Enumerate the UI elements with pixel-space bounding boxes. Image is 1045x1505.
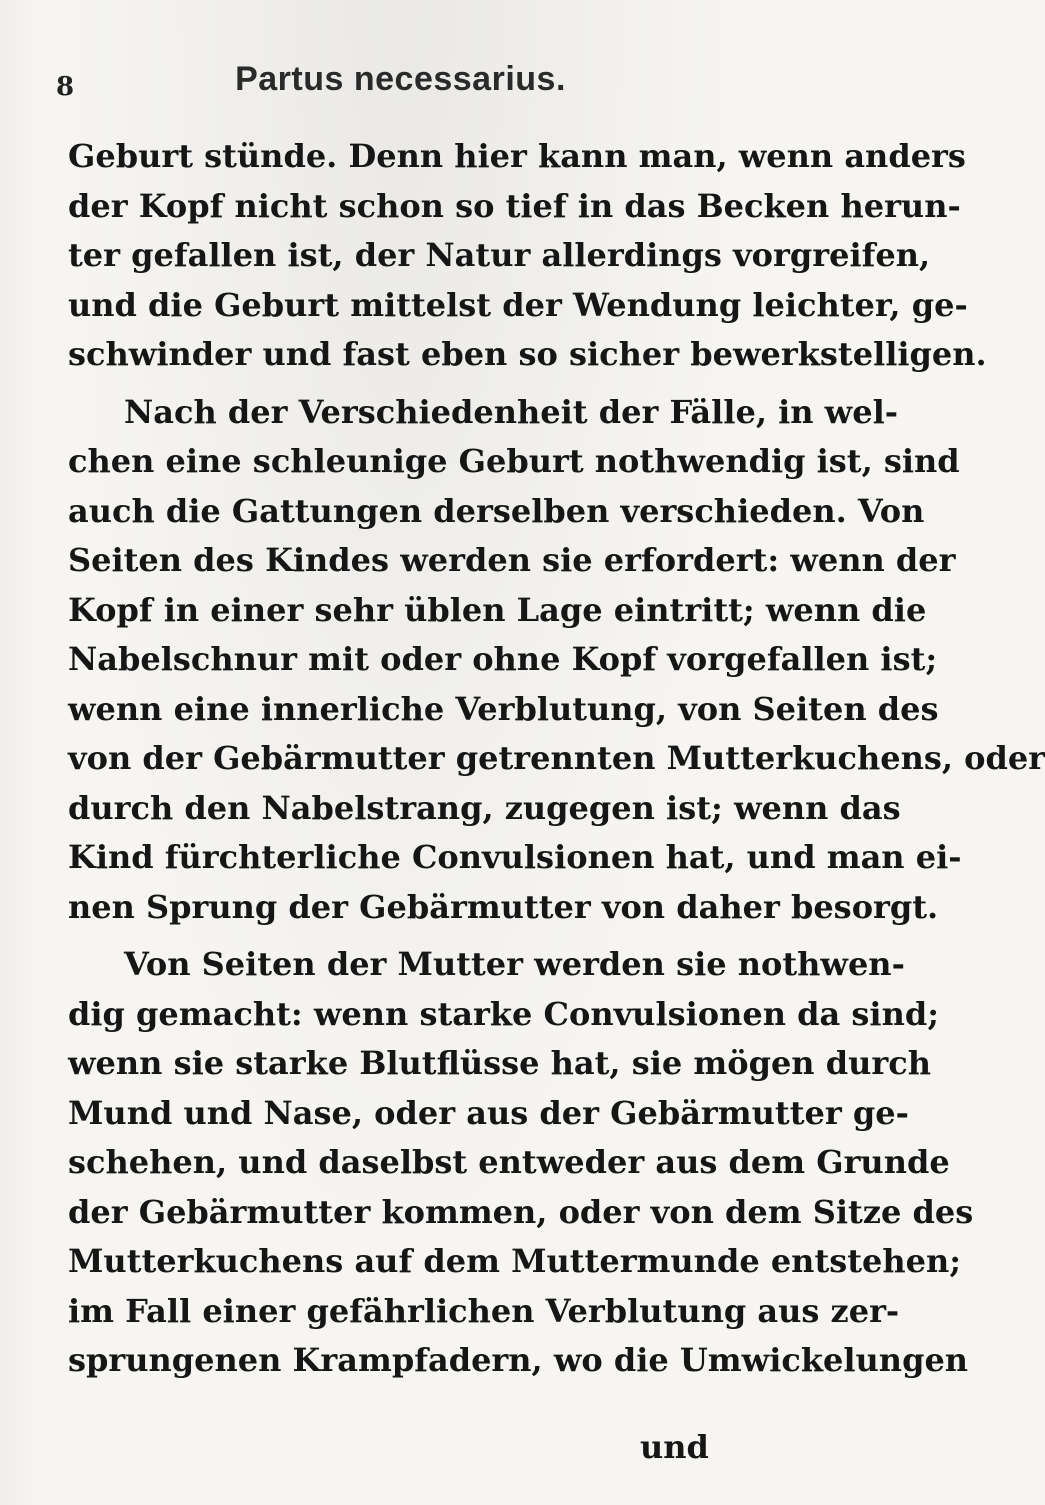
paragraph-gap	[68, 932, 768, 940]
text-line: wenn sie starke Blutflüsse hat, sie mögen durch	[68, 1044, 931, 1082]
text-line: und die Geburt mittelst der Wendung leichter, ge-	[68, 285, 968, 324]
body-text	[68, 132, 1045, 1386]
text-line: im Fall einer gefährlichen Verblutung aus zer-	[68, 1291, 900, 1330]
text-line: schehen, und daselbst entweder aus dem Grunde	[68, 1143, 950, 1181]
text-line: wenn eine innerliche Verblutung, von Seiten des	[68, 689, 939, 728]
text-line: Nach der Verschiedenheit der Fälle, in wel-	[124, 392, 898, 431]
catchword: und	[640, 1428, 709, 1466]
text-line: Kopf in einer sehr üblen Lage eintritt; wenn die	[68, 590, 927, 629]
text-line: ter gefallen ist, der Natur allerdings vorgreifen,	[68, 236, 931, 274]
text-line: der Gebärmutter kommen, oder von dem Sitze des	[68, 1192, 974, 1231]
text-line: der Kopf nicht schon so tief in das Becken herun-	[68, 186, 961, 225]
text-line: Seiten des Kindes werden sie erfordert: wenn der	[68, 541, 956, 579]
text-line: sprungenen Krampfadern, wo die Umwickelungen	[68, 1341, 969, 1379]
running-head: Partus necessarius.	[235, 60, 566, 98]
text-line: durch den Nabelstrang, zugegen ist; wenn das	[68, 788, 901, 827]
text-line: Mutterkuchens auf dem Muttermunde entstehen;	[68, 1242, 962, 1280]
text-line: Geburt stünde. Denn hier kann man, wenn anders	[68, 137, 966, 175]
page-header	[0, 60, 801, 110]
text-line: Von Seiten der Mutter werden sie nothwen-	[124, 945, 905, 983]
page-number: 8	[56, 72, 75, 102]
text-line: von der Gebärmutter getrennten Mutterkuchens, oder	[68, 739, 1045, 777]
text-line: nen Sprung der Gebärmutter von daher besorgt.	[68, 887, 939, 926]
text-line: Kind fürchterliche Convulsionen hat, und man ei-	[68, 838, 962, 876]
text-line: dig gemacht: wenn starke Convulsionen da sind;	[68, 994, 940, 1033]
text-line: schwinder und fast eben so sicher bewerkstelligen.	[68, 335, 987, 373]
text-line: Nabelschnur mit oder ohne Kopf vorgefallen ist;	[68, 640, 938, 678]
paragraph-gap	[68, 380, 768, 388]
text-line: chen eine schleunige Geburt nothwendig ist, sind	[68, 442, 960, 480]
text-line: auch die Gattungen derselben verschieden. Von	[68, 491, 925, 530]
text-line: Mund und Nase, oder aus der Gebärmutter ge-	[68, 1093, 909, 1132]
